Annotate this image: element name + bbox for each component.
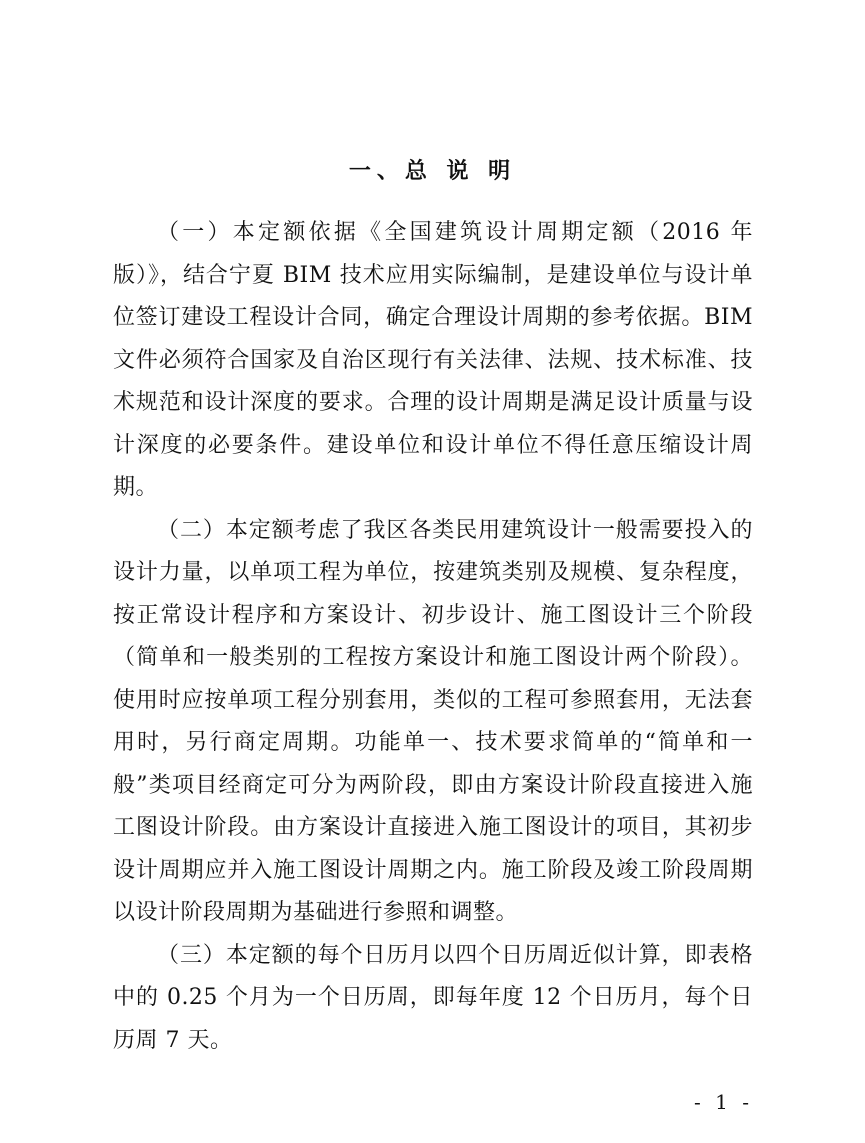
page-title: 一、总 说 明 bbox=[348, 159, 517, 184]
document-body bbox=[113, 212, 753, 1062]
page-number: - 1 - bbox=[694, 1090, 753, 1114]
paragraph-3: （三）本定额的每个日历月以四个日历周近似计算，即表格中的 0.25 个月为一个日历周，即每年度 12 个日历月，每个日历周 7 天。 bbox=[113, 942, 753, 1053]
paragraph-1: （一）本定额依据《全国建筑设计周期定额（2016 年版）》，结合宁夏 BIM 技术应用实际编制，是建设单位与设计单位签订建设工程设计合同，确定合理设计周期的参考依据。BIM 文件必须符合国家及自治区现行有关法律、法规、技术标准、技术规范和设计深度的要求。合理的设计周期是满足设计质量与设计深度的必要条件。建设单位和设计单位不得任意压缩设计周期。 bbox=[113, 220, 753, 500]
paragraph-2: （二）本定额考虑了我区各类民用建筑设计一般需要投入的设计力量，以单项工程为单位，按建筑类别及规模、复杂程度，按正常设计程序和方案设计、初步设计、施工图设计三个阶段（简单和一般类别的工程按方案设计和施工图设计两个阶段）。使用时应按单项工程分别套用，类似的工程可参照套用，无法套用时，另行商定周期。功能单一、技术要求简单的“简单和一般”类项目经商定可分为两阶段，即由方案设计阶段直接进入施工图设计阶段。由方案设计直接进入施工图设计的项目，其初步设计周期应并入施工图设计周期之内。施工阶段及竣工阶段周期以设计阶段周期为基础进行参照和调整。 bbox=[113, 517, 753, 925]
